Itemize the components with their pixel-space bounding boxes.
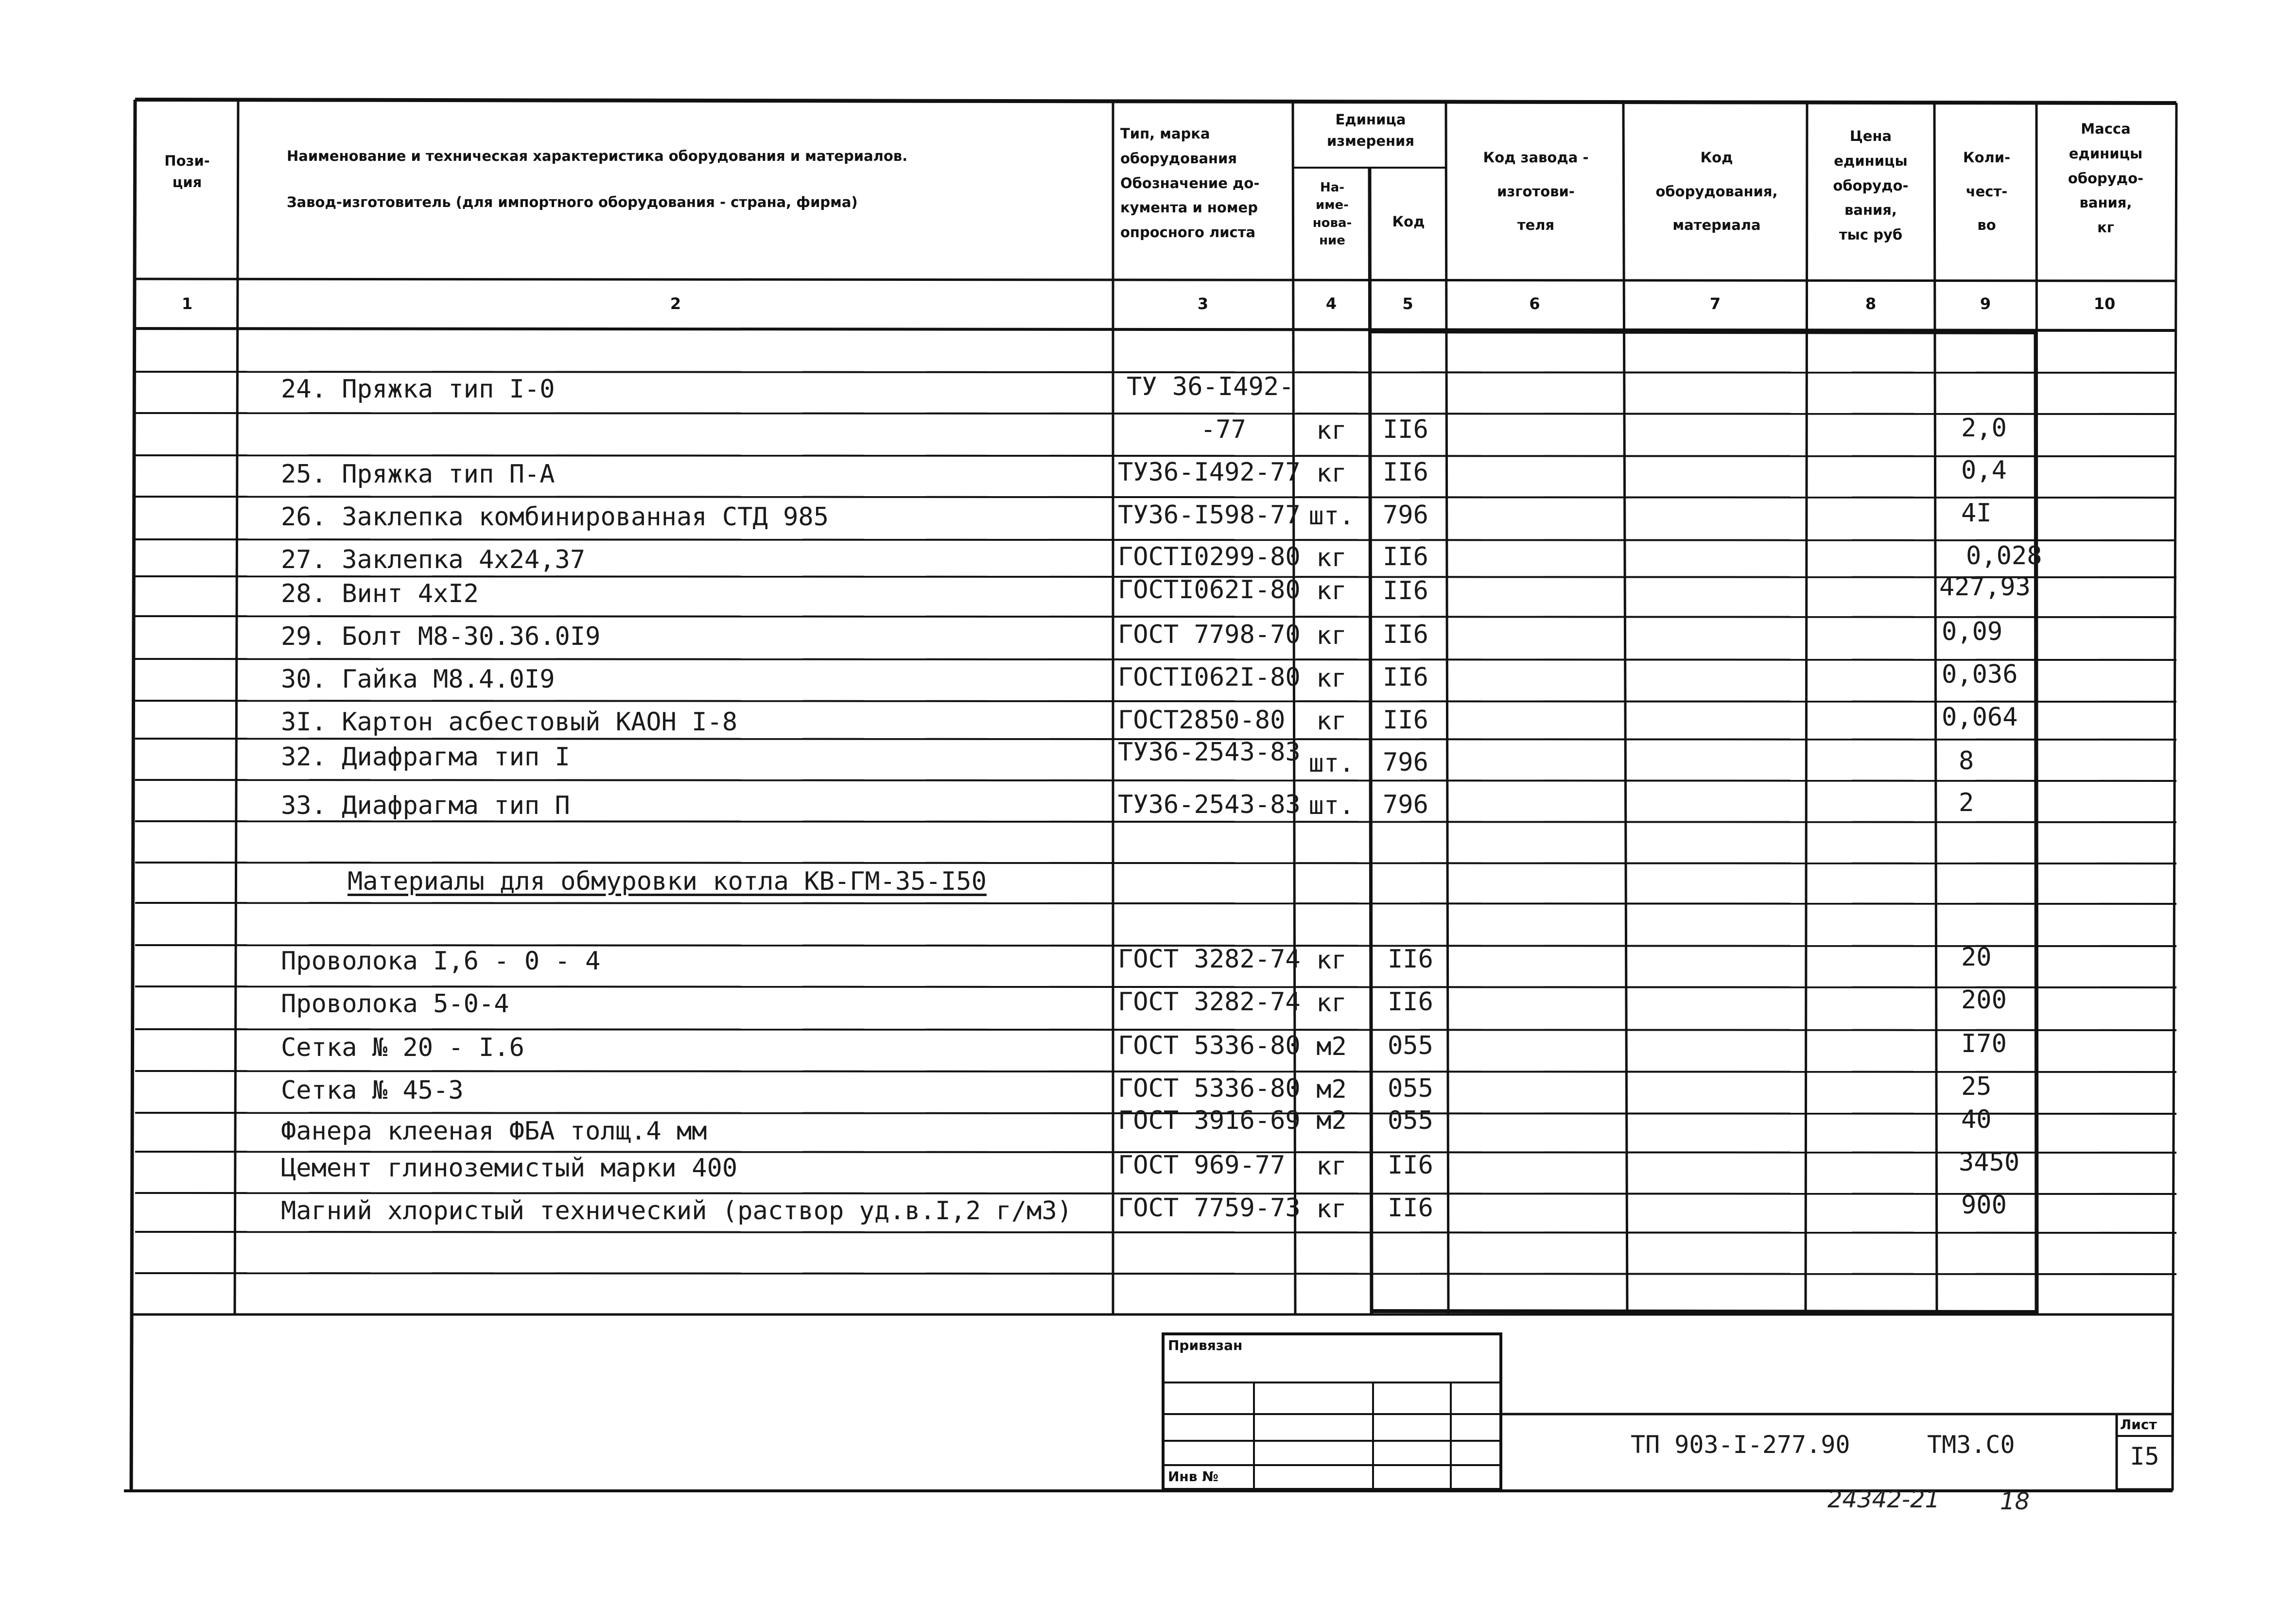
row-unit: кг [1316,621,1347,650]
row-doc: ГОСТ 5336-80 [1118,1031,1301,1060]
sheet-number: I5 [2130,1442,2159,1470]
row-code: II6 [1383,706,1428,735]
row-doc: ГОСТ 7759-73 [1118,1193,1301,1223]
row-name: 25. Пряжка тип П-А [281,460,555,489]
row-code: 055 [1388,1074,1433,1103]
row-qty: 3450 [1959,1148,2020,1177]
row-qty: 0,036 [1942,660,2018,689]
header-unit: Единица измерения [1327,111,1414,149]
row-code: II6 [1383,415,1428,444]
row-code: II6 [1383,663,1428,692]
row-code: II6 [1383,542,1428,571]
row-code: II6 [1383,458,1428,487]
col-number-2: 2 [670,294,681,313]
header-unit-code: Код [1392,213,1425,230]
row-name: 30. Гайка М8.4.0I9 [281,665,555,694]
row-unit: шт. [1308,501,1355,531]
row-code: II6 [1383,620,1428,649]
row-name: 24. Пряжка тип I-0 [281,375,555,404]
col-number-6: 6 [1529,294,1540,313]
row-name: 27. Заклепка 4х24,37 [281,545,586,574]
row-code: 796 [1383,748,1428,777]
row-name: 26. Заклепка комбинированная СТД 985 [281,502,829,532]
row-qty: I70 [1961,1029,2007,1058]
row-unit: кг [1316,459,1347,488]
row-code: II6 [1388,945,1433,974]
header-quantity: Коли- чест- во [1963,149,2011,234]
row-qty: 0,064 [1942,703,2018,732]
row-unit: кг [1316,1152,1347,1181]
row-doc: ГОСТ 3282-74 [1118,945,1301,974]
stamp-inventory-label: Инв № [1168,1469,1218,1485]
row-unit: кг [1316,707,1347,736]
row-unit: шт. [1308,749,1355,778]
row-doc: ТУ36-2543-83 [1118,738,1301,767]
header-equipment-code: Код оборудования, материала [1655,149,1778,234]
row-name: Фанера клееная ФБА толщ.4 мм [281,1117,707,1146]
row-qty: 900 [1961,1191,2007,1220]
row-name: 32. Диафрагма тип I [281,743,570,772]
row-doc: ГОСТ 969-77 [1118,1151,1286,1180]
handwritten-page-number: 18 [2000,1488,2030,1515]
row-qty: 427,93 [1939,572,2031,602]
header-name-line1: Наименование и техническая характеристика оборудования и материалов. [287,148,908,164]
row-code: 055 [1388,1031,1433,1060]
row-doc: ГОСТ 3282-74 [1118,987,1301,1017]
sheet-label: Лист [2120,1417,2157,1433]
row-doc: ГОСТ 5336-80 [1118,1074,1301,1103]
header-unit-price: Цена единицы оборудо- вания, тыс руб [1833,128,1909,243]
row-name: 28. Винт 4хI2 [281,579,479,608]
row-qty: 0,4 [1961,456,2007,485]
row-qty: 2 [1959,788,1974,817]
row-qty: 2,0 [1961,414,2007,443]
row-unit: кг [1316,1194,1347,1224]
row-name: Проволока I,6 - 0 - 4 [281,947,601,976]
row-qty: 0,09 [1942,617,2003,646]
row-doc: ГОСТI0299-80 [1118,542,1301,571]
row-unit: кг [1316,576,1347,605]
row-name: Проволока 5-0-4 [281,989,509,1019]
row-doc: ТУ36-I598-77 [1118,501,1301,530]
header-position: Пози- ция [164,153,210,190]
title-block-grid [1163,1334,2173,1489]
row-code: 796 [1383,501,1428,530]
col-number-9: 9 [1980,294,1991,313]
row-unit: кг [1316,664,1347,693]
row-name: Магний хлористый технический (раствор уд.в.I,2 г/м3) [281,1196,1072,1226]
col-number-10: 10 [2093,294,2116,313]
header-manufacturer-code: Код завода - изготови- теля [1483,149,1589,234]
row-name: Цемент глиноземистый марки 400 [281,1154,738,1183]
row-unit: кг [1316,416,1347,445]
row-qty: 8 [1959,746,1974,776]
row-code: 796 [1383,790,1428,819]
row-qty: 25 [1961,1072,1992,1101]
row-doc: ГОСТI062I-80 [1118,663,1301,692]
row-code: 055 [1388,1106,1433,1135]
row-doc: ГОСТI062I-80 [1118,575,1301,605]
row-qty: 20 [1961,943,1992,972]
col-number-7: 7 [1709,294,1721,313]
row-doc: ГОСТ2850-80 [1118,706,1286,735]
stamp-bound-label: Привязан [1168,1337,1243,1353]
row-doc: ГОСТ 3916-69 [1118,1106,1301,1135]
row-unit: кг [1316,988,1347,1018]
col-number-5: 5 [1402,294,1413,313]
archive-number: 24342-21 [1827,1486,1940,1513]
document-mark: ТМ3.С0 [1927,1431,2015,1459]
col-number-4: 4 [1325,294,1337,313]
row-name: 3I. Картон асбестовый КАОН I-8 [281,708,738,737]
row-name: Сетка № 45-3 [281,1076,464,1105]
row-doc: ТУ36-I492-77 [1118,458,1301,487]
row-unit: м2 [1316,1032,1347,1061]
row-qty: 0,028 [1966,541,2042,570]
header-name-line2: Завод-изготовитель (для импортного оборудования - страна, фирма) [287,194,858,210]
row-code: II6 [1388,1193,1433,1223]
row-unit: кг [1316,946,1347,975]
col-number-8: 8 [1865,294,1877,313]
row-code: II6 [1383,576,1428,605]
row-name: 33. Диафрагма тип П [281,791,570,820]
row-unit: кг [1316,543,1347,572]
row-code: II6 [1388,1151,1433,1180]
row-doc: ГОСТ 7798-70 [1118,620,1301,649]
header-type-doc: Тип, марка оборудования Обозначение до- кумента и номер опросного листа [1120,125,1260,241]
row-code: II6 [1388,987,1433,1017]
col-number-1: 1 [181,294,193,313]
header-unit-name: На- име- нова- ние [1312,180,1352,248]
row-qty: 4I [1961,499,1992,528]
row-qty: 200 [1961,985,2007,1015]
document-code: ТП 903-I-277.90 [1631,1431,1850,1459]
row-doc: ТУ36-2543-83 [1118,790,1301,819]
row-unit: шт. [1308,791,1355,820]
row-doc: ТУ 36-I492- [1127,372,1294,401]
row-name: 29. Болт М8-30.36.0I9 [281,622,601,651]
row-name: Сетка № 20 - I.6 [281,1033,524,1062]
row-doc: -77 [1200,415,1246,444]
row-qty: 40 [1961,1105,1992,1134]
section-title: Материалы для обмуровки котла КВ-ГМ-35-I50 [348,867,987,896]
col-number-3: 3 [1197,294,1209,313]
header-unit-mass: Масса единицы оборудо- вания, кг [2068,121,2144,236]
row-unit: м2 [1316,1106,1347,1135]
row-unit: м2 [1316,1075,1347,1104]
